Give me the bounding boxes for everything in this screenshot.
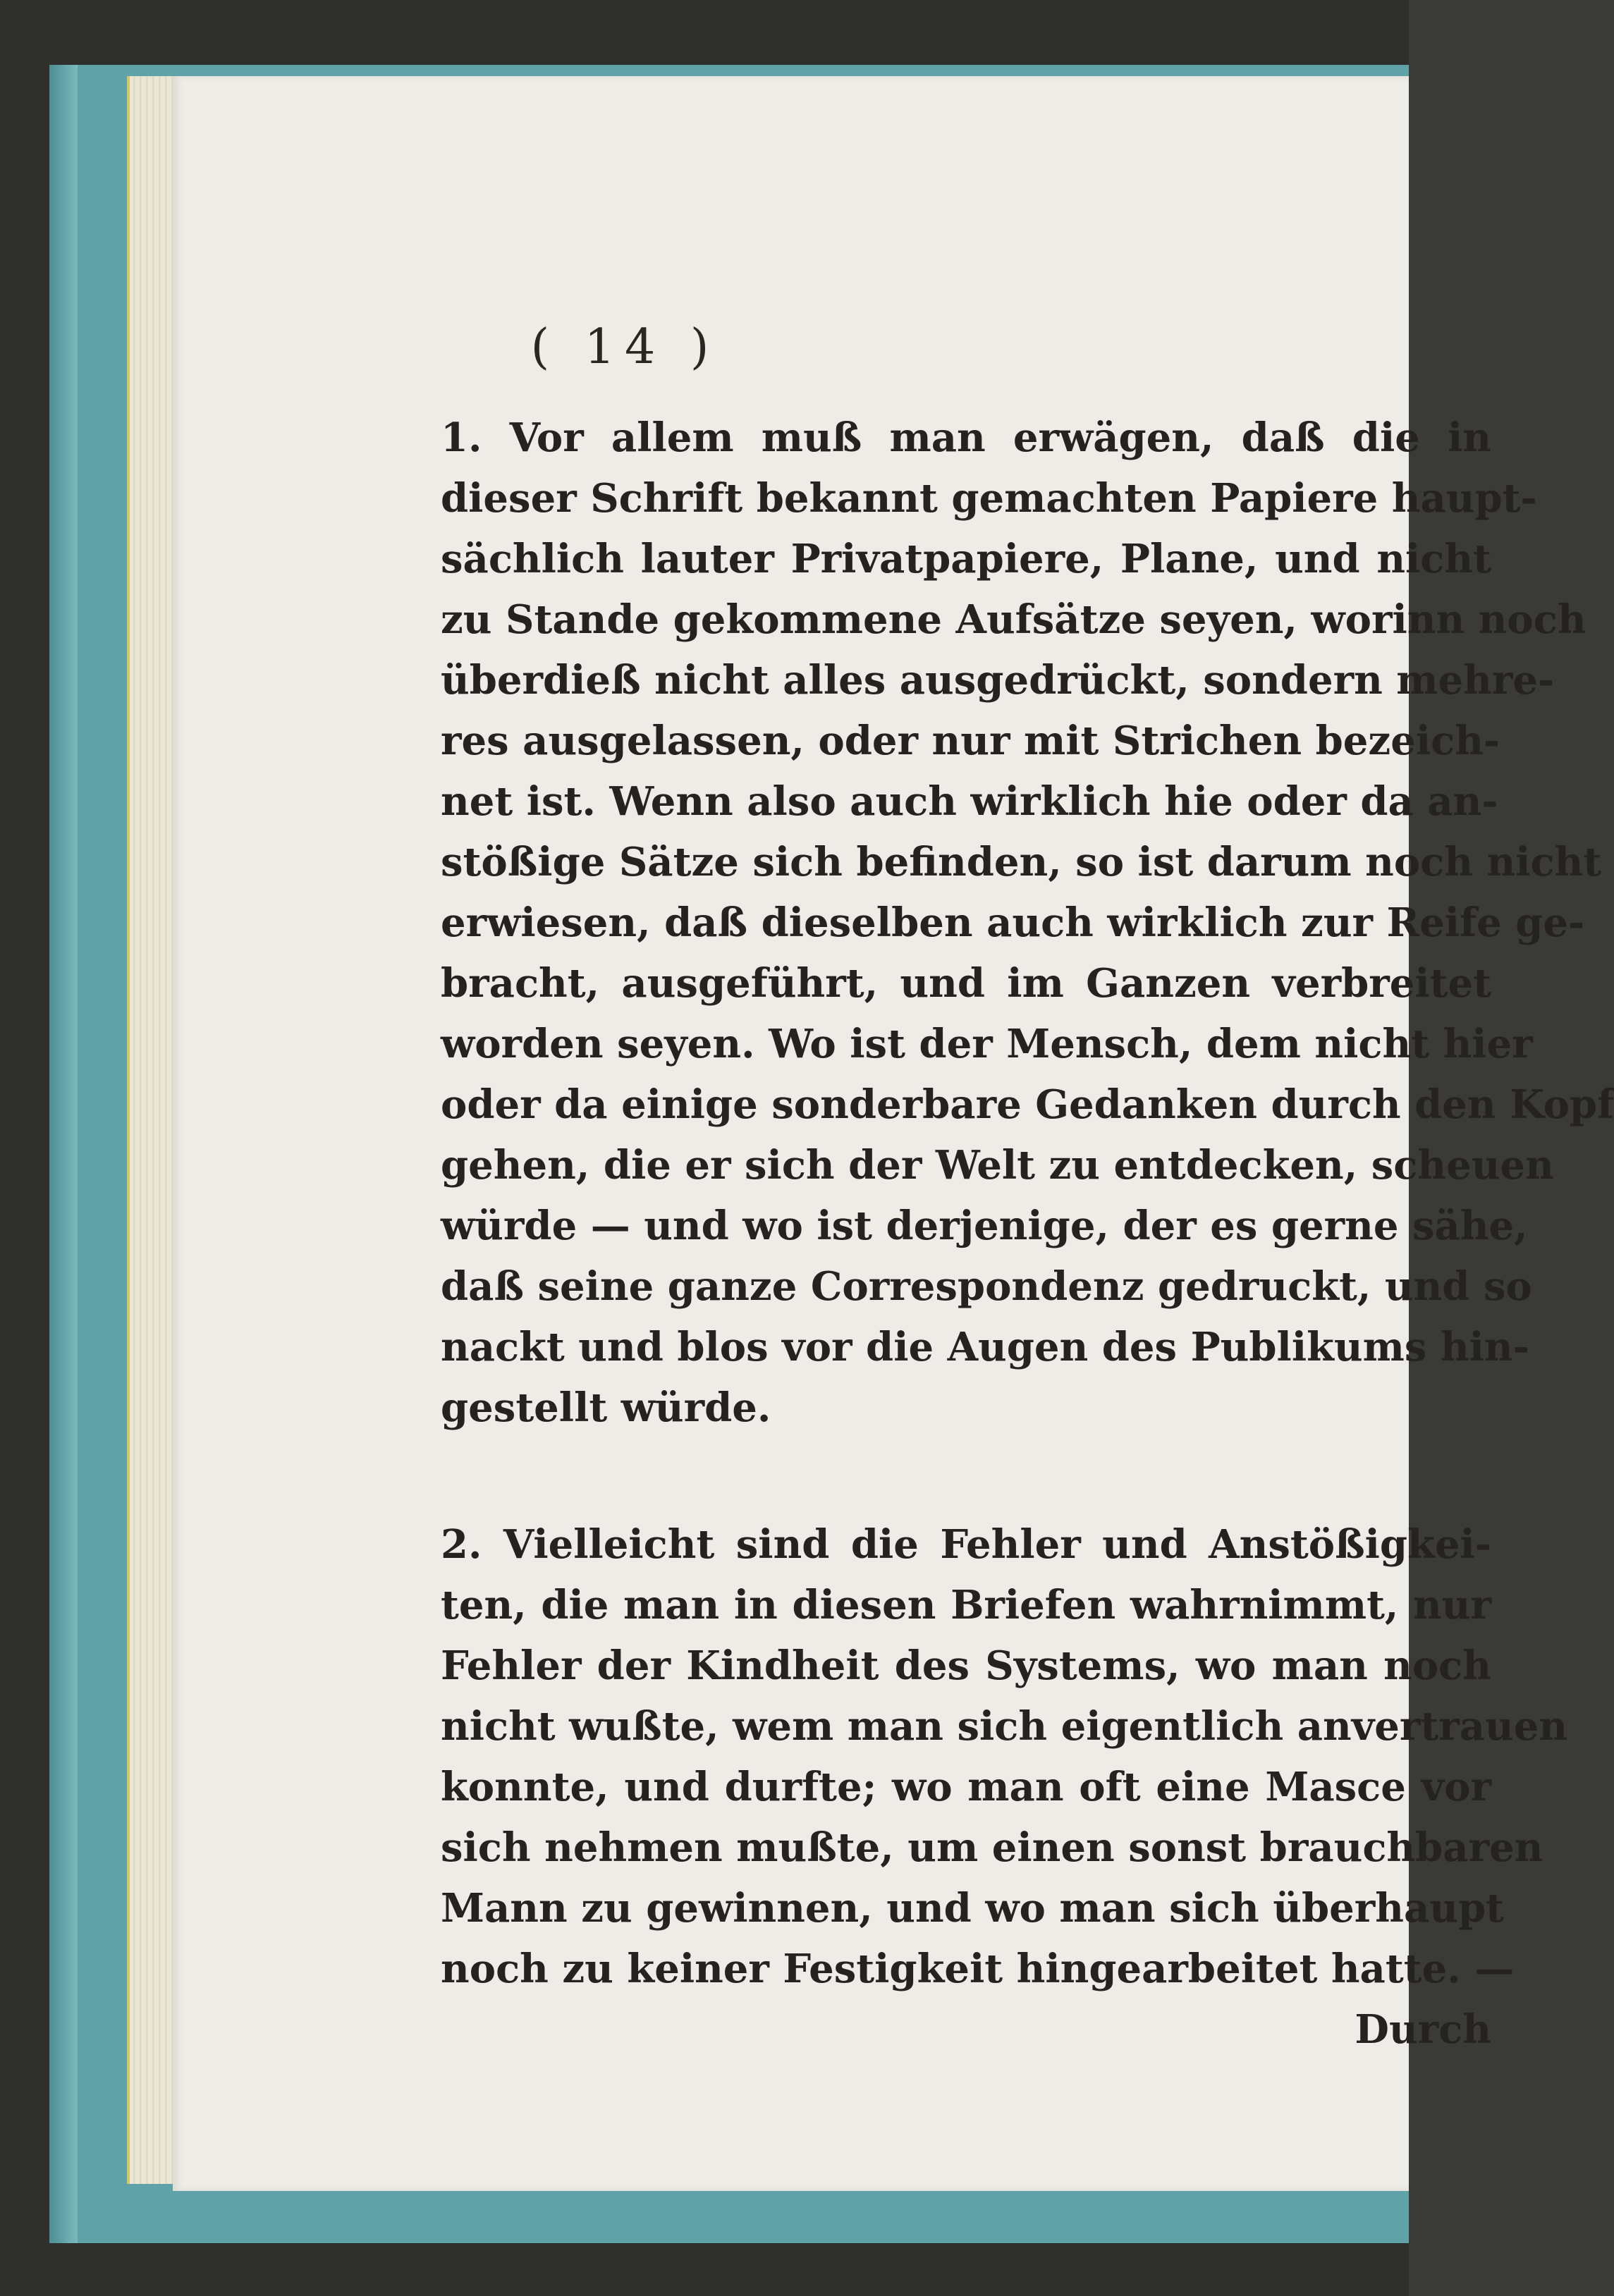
text-line: noch zu keiner Festigkeit hingearbeitet hatte. —: [441, 1946, 1515, 1992]
text-line: konnte, und durfte; wo man oft eine Masce vor: [441, 1764, 1491, 1810]
text-line: 2. Vielleicht sind die Fehler und Anstößigkei-: [441, 1521, 1491, 1568]
text-line: sich nehmen mußte, um einen sonst brauchbaren: [441, 1824, 1543, 1871]
text-line: ten, die man in diesen Briefen wahrnimmt, nur: [441, 1582, 1491, 1628]
text-line: nicht wußte, wem man sich eigentlich anvertrauen: [441, 1703, 1568, 1750]
text-line: sächlich lauter Privatpapiere, Plane, und nicht: [441, 536, 1491, 582]
text-line: überdieß nicht alles ausgedrückt, sondern mehre-: [441, 657, 1555, 704]
page-block-edges: [127, 76, 179, 2184]
text-line: stößige Sätze sich befinden, so ist darum noch nicht: [441, 839, 1602, 885]
catchword: Durch: [1355, 2006, 1491, 2053]
text-line: bracht, ausgeführt, und im Ganzen verbreitet: [441, 960, 1491, 1007]
text-line: oder da einige sonderbare Gedanken durch den Kopf: [441, 1081, 1614, 1128]
book-cover-spine-edge: [49, 65, 78, 2243]
text-line: erwiesen, daß dieselben auch wirklich zur Reife ge-: [441, 900, 1585, 946]
paragraph-1: [441, 407, 1614, 1438]
text-line: gestellt würde.: [441, 1385, 771, 1431]
text-line: Fehler der Kindheit des Systems, wo man noch: [441, 1643, 1491, 1689]
paragraph-2: [441, 1514, 1568, 2060]
text-line: würde — und wo ist derjenige, der es gerne sähe,: [441, 1203, 1528, 1249]
text-line: daß seine ganze Correspondenz gedruckt, und so: [441, 1263, 1532, 1310]
text-line: worden seyen. Wo ist der Mensch, dem nicht hier: [441, 1021, 1533, 1067]
text-line: zu Stande gekommene Aufsätze seyen, worinn noch: [441, 596, 1587, 643]
page-number: ( 14 ): [530, 319, 719, 375]
text-line: Mann zu gewinnen, und wo man sich überhaupt: [441, 1885, 1504, 1932]
text-line: net ist. Wenn also auch wirklich hie oder da an-: [441, 778, 1498, 825]
book-page: [173, 76, 1614, 2191]
text-line: res ausgelassen, oder nur mit Strichen bezeich-: [441, 718, 1500, 764]
text-line: 1. Vor allem muß man erwägen, daß die in: [441, 415, 1491, 461]
text-line: dieser Schrift bekannt gemachten Papiere haupt-: [441, 475, 1537, 522]
text-line: gehen, die er sich der Welt zu entdecken, scheuen: [441, 1142, 1554, 1189]
text-line: nackt und blos vor die Augen des Publikums hin-: [441, 1324, 1529, 1370]
